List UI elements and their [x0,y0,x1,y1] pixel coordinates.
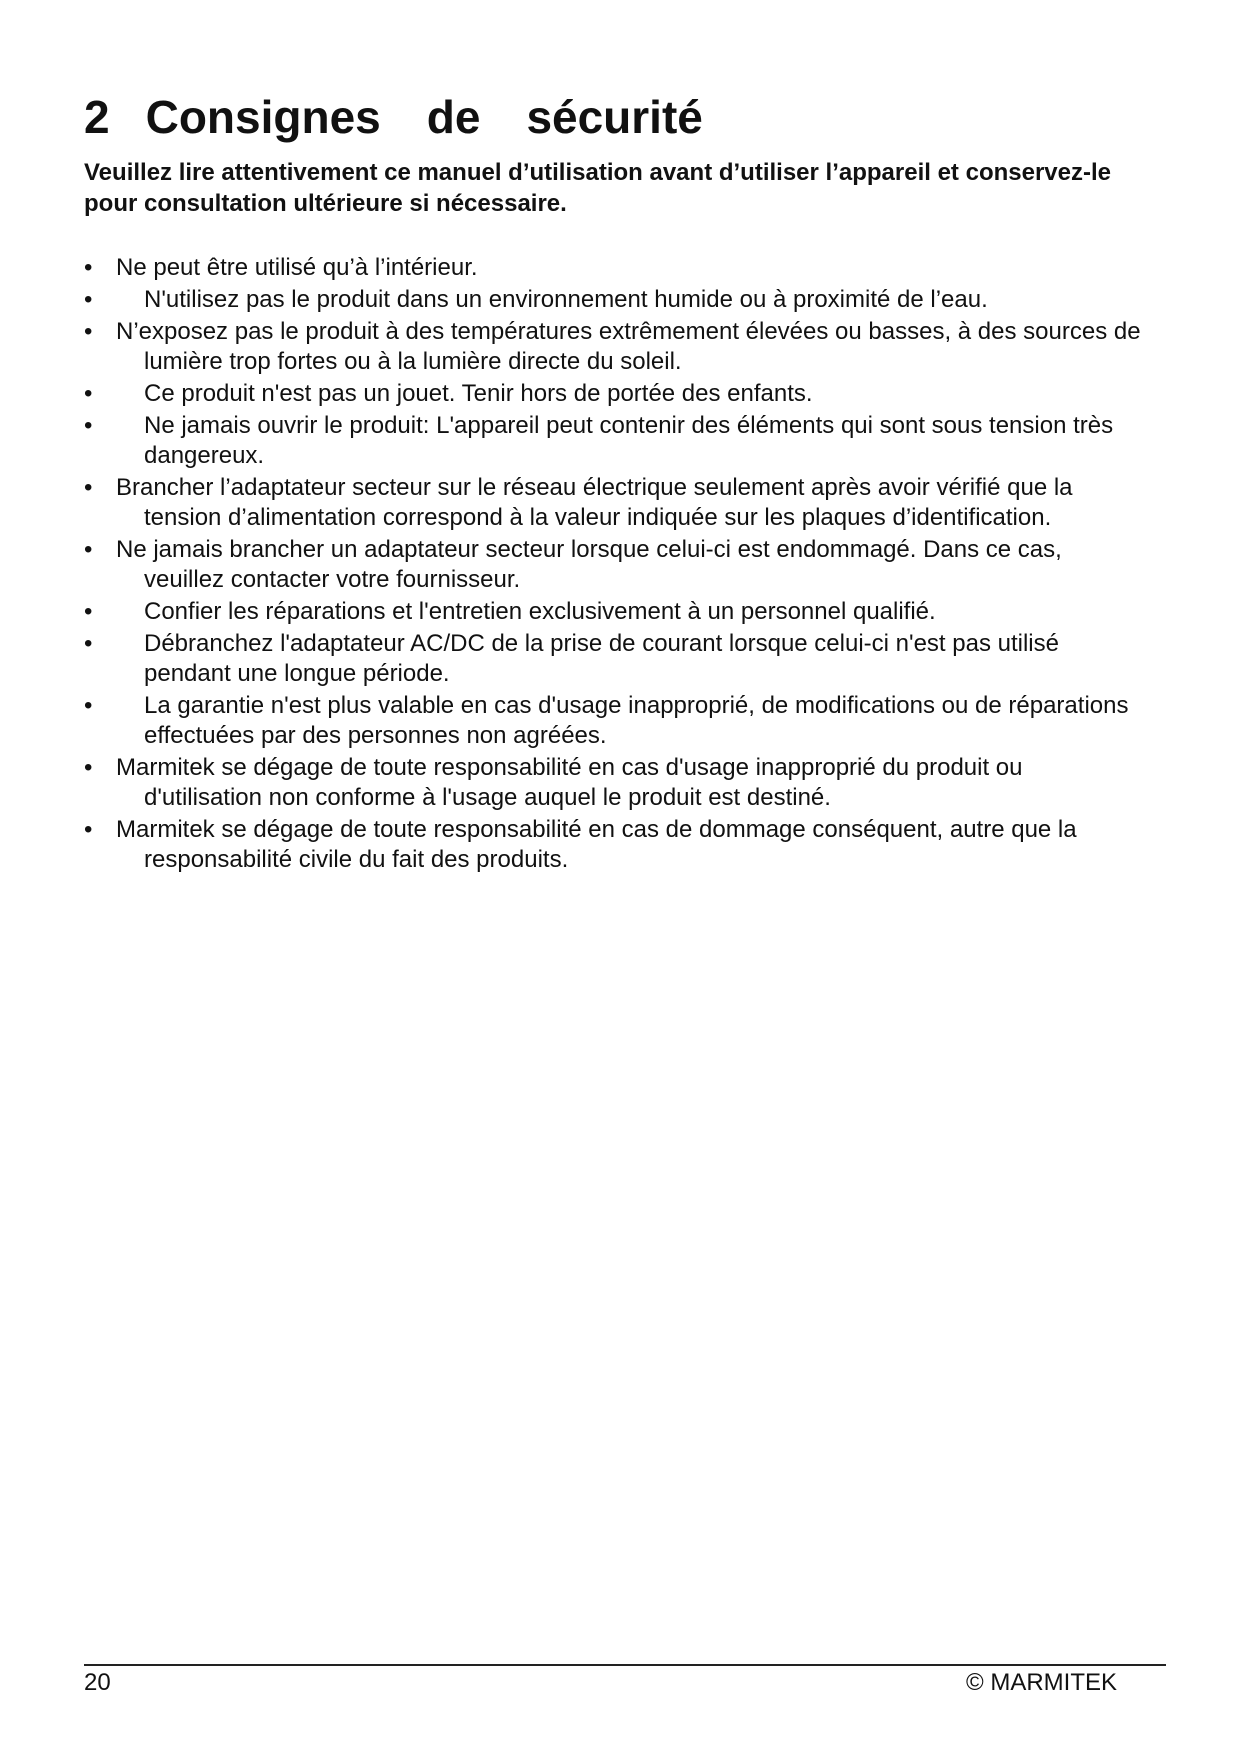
intro-paragraph: Veuillez lire attentivement ce manuel d’utilisation avant d’utiliser l’appareil et conservez-le pour consultation ultérieure si nécessaire. [84,159,1111,217]
list-item-text: N’exposez pas le produit à des températures extrêmement élevées ou basses, à des sources de lumière trop fortes ou à la lumière directe du soleil. [116,318,1141,375]
title-word-securite: sécurité [526,91,703,143]
title-word-de: de [426,91,481,143]
list-item [84,473,1144,533]
list-item-text: Ne jamais brancher un adaptateur secteur lorsque celui-ci est endommagé. Dans ce cas, veuillez contacter votre fournisseur. [116,536,1062,593]
page-number: 20 [84,1669,111,1696]
bullet-icon: • [84,536,93,563]
bullet-icon: • [84,598,93,625]
list-item [84,629,1144,689]
list-item [84,753,1144,813]
list-item [84,411,1144,471]
list-item [84,285,1144,315]
bullet-icon: • [84,318,93,345]
list-item-text: Marmitek se dégage de toute responsabilité en cas d'usage inapproprié du produit ou d'utilisation non conforme à l'usage auquel le produit est destiné. [116,754,1023,811]
section-number: 2 [84,91,110,143]
bullet-icon: • [84,254,93,281]
footer-divider [84,1664,1166,1666]
list-item-text: Confier les réparations et l'entretien exclusivement à un personnel qualifié. [144,598,936,625]
bullet-icon: • [84,816,93,843]
bullet-icon: • [84,754,93,781]
list-item-text: Marmitek se dégage de toute responsabilité en cas de dommage conséquent, autre que la responsabilité civile du fait des produits. [116,816,1077,873]
copyright-notice: © MARMITEK [965,1669,1117,1696]
list-item [84,379,1144,409]
list-item [84,597,1144,627]
list-item-text: Ce produit n'est pas un jouet. Tenir hors de portée des enfants. [144,380,813,407]
list-item-text: Ne jamais ouvrir le produit: L'appareil peut contenir des éléments qui sont sous tension très dangereux. [144,412,1114,469]
bullet-icon: • [84,412,93,439]
list-item [84,317,1144,377]
section-title [84,92,703,143]
bullet-icon: • [84,630,93,657]
list-item [84,691,1144,751]
bullet-icon: • [84,286,93,313]
bullet-icon: • [84,474,93,501]
safety-instructions-list [84,253,1144,877]
list-item [84,535,1144,595]
list-item-text: Ne peut être utilisé qu’à l’intérieur. [116,254,478,281]
title-word-consignes: Consignes [145,91,381,143]
list-item-text: La garantie n'est plus valable en cas d'usage inapproprié, de modifications ou de réparations effectuées par des personnes non agréées. [144,692,1129,749]
list-item-text: Brancher l’adaptateur secteur sur le réseau électrique seulement après avoir vérifié que la tension d’alimentation correspond à la valeur indiquée sur les plaques d’identification. [116,474,1073,531]
bullet-icon: • [84,380,93,407]
list-item [84,815,1144,875]
list-item [84,253,1144,283]
list-item-text: Débranchez l'adaptateur AC/DC de la prise de courant lorsque celui-ci n'est pas utilisé pendant une longue période. [144,630,1059,687]
list-item-text: N'utilisez pas le produit dans un environnement humide ou à proximité de l’eau. [144,286,988,313]
bullet-icon: • [84,692,93,719]
